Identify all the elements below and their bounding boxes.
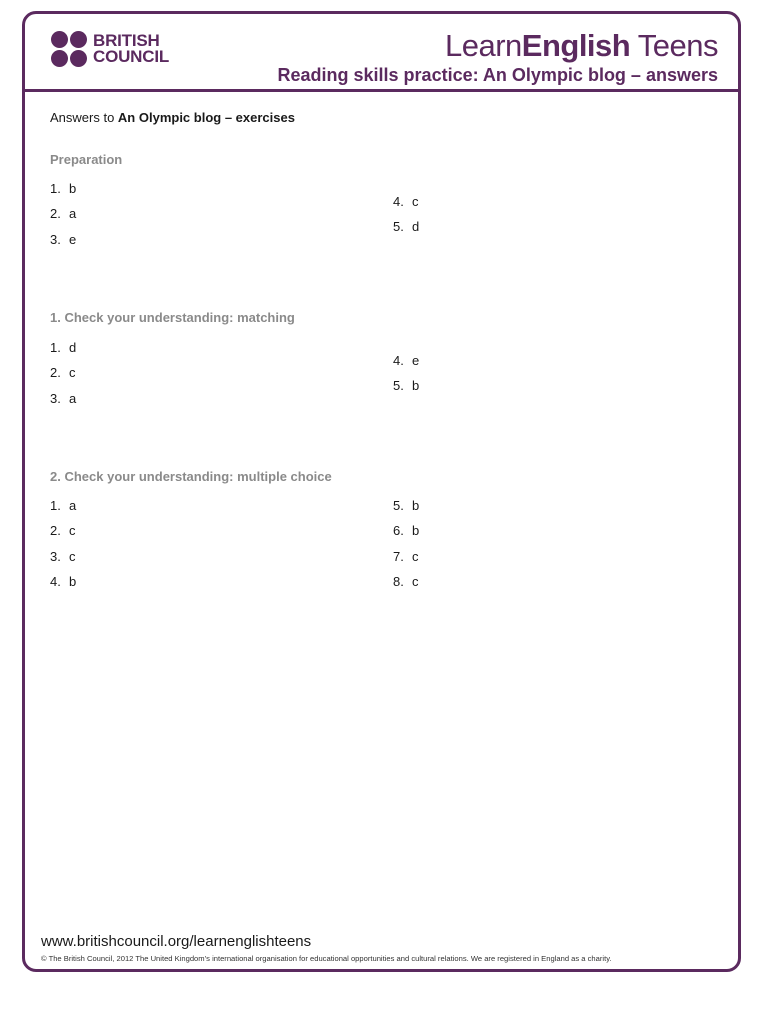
list-item: 1. b <box>50 181 77 196</box>
list-item: 3. e <box>50 231 77 247</box>
answers-right-column <box>393 348 419 399</box>
list-item: 5. d <box>393 218 420 234</box>
document-title: Reading skills practice: An Olympic blog – answers <box>277 65 718 85</box>
answers-left-column <box>50 176 76 252</box>
list-item: 1. a <box>50 498 77 513</box>
answers-left-column <box>50 493 76 594</box>
section-heading: 2. Check your understanding: multiple choice <box>50 469 332 484</box>
section-preparation <box>50 152 690 247</box>
section-heading: 1. Check your understanding: matching <box>50 310 295 325</box>
learnenglish-teens-brand: LearnEnglish Teens <box>444 28 718 63</box>
intro-line: Answers to An Olympic blog – exercises <box>50 110 295 125</box>
list-item: 2. c <box>50 523 76 539</box>
list-item: 7. c <box>393 548 419 564</box>
answers-right-column <box>393 189 419 240</box>
list-item: 5. b <box>393 377 420 393</box>
list-item: 2. a <box>50 206 77 222</box>
list-item: 4. e <box>393 352 420 368</box>
list-item: 8. c <box>393 573 419 589</box>
section-heading: Preparation <box>50 152 123 167</box>
answers-left-column <box>50 335 76 411</box>
list-item: 4. c <box>393 193 419 209</box>
list-item: 1. d <box>50 340 77 355</box>
footer-website-link[interactable]: www.britishcouncil.org/learnenglishteens <box>41 933 312 950</box>
list-item: 5. b <box>393 498 420 513</box>
logo-dots-icon <box>51 31 87 67</box>
section-matching <box>50 310 690 406</box>
section-multiple-choice <box>50 469 690 589</box>
footer-legal-notice: © The British Council, 2012 The United Kingdom’s international organisation for educational opportunities and cultural relations. We are registered in England as a charity. <box>41 954 612 963</box>
list-item: 6. b <box>393 523 420 539</box>
list-item: 4. b <box>50 573 77 589</box>
logo-wordmark: BRITISH COUNCIL <box>93 31 170 66</box>
list-item: 3. a <box>50 390 77 406</box>
list-item: 2. c <box>50 365 76 381</box>
british-council-logo <box>51 31 169 67</box>
list-item: 3. c <box>50 548 76 564</box>
answers-right-column <box>393 493 419 594</box>
header-divider <box>22 89 741 92</box>
